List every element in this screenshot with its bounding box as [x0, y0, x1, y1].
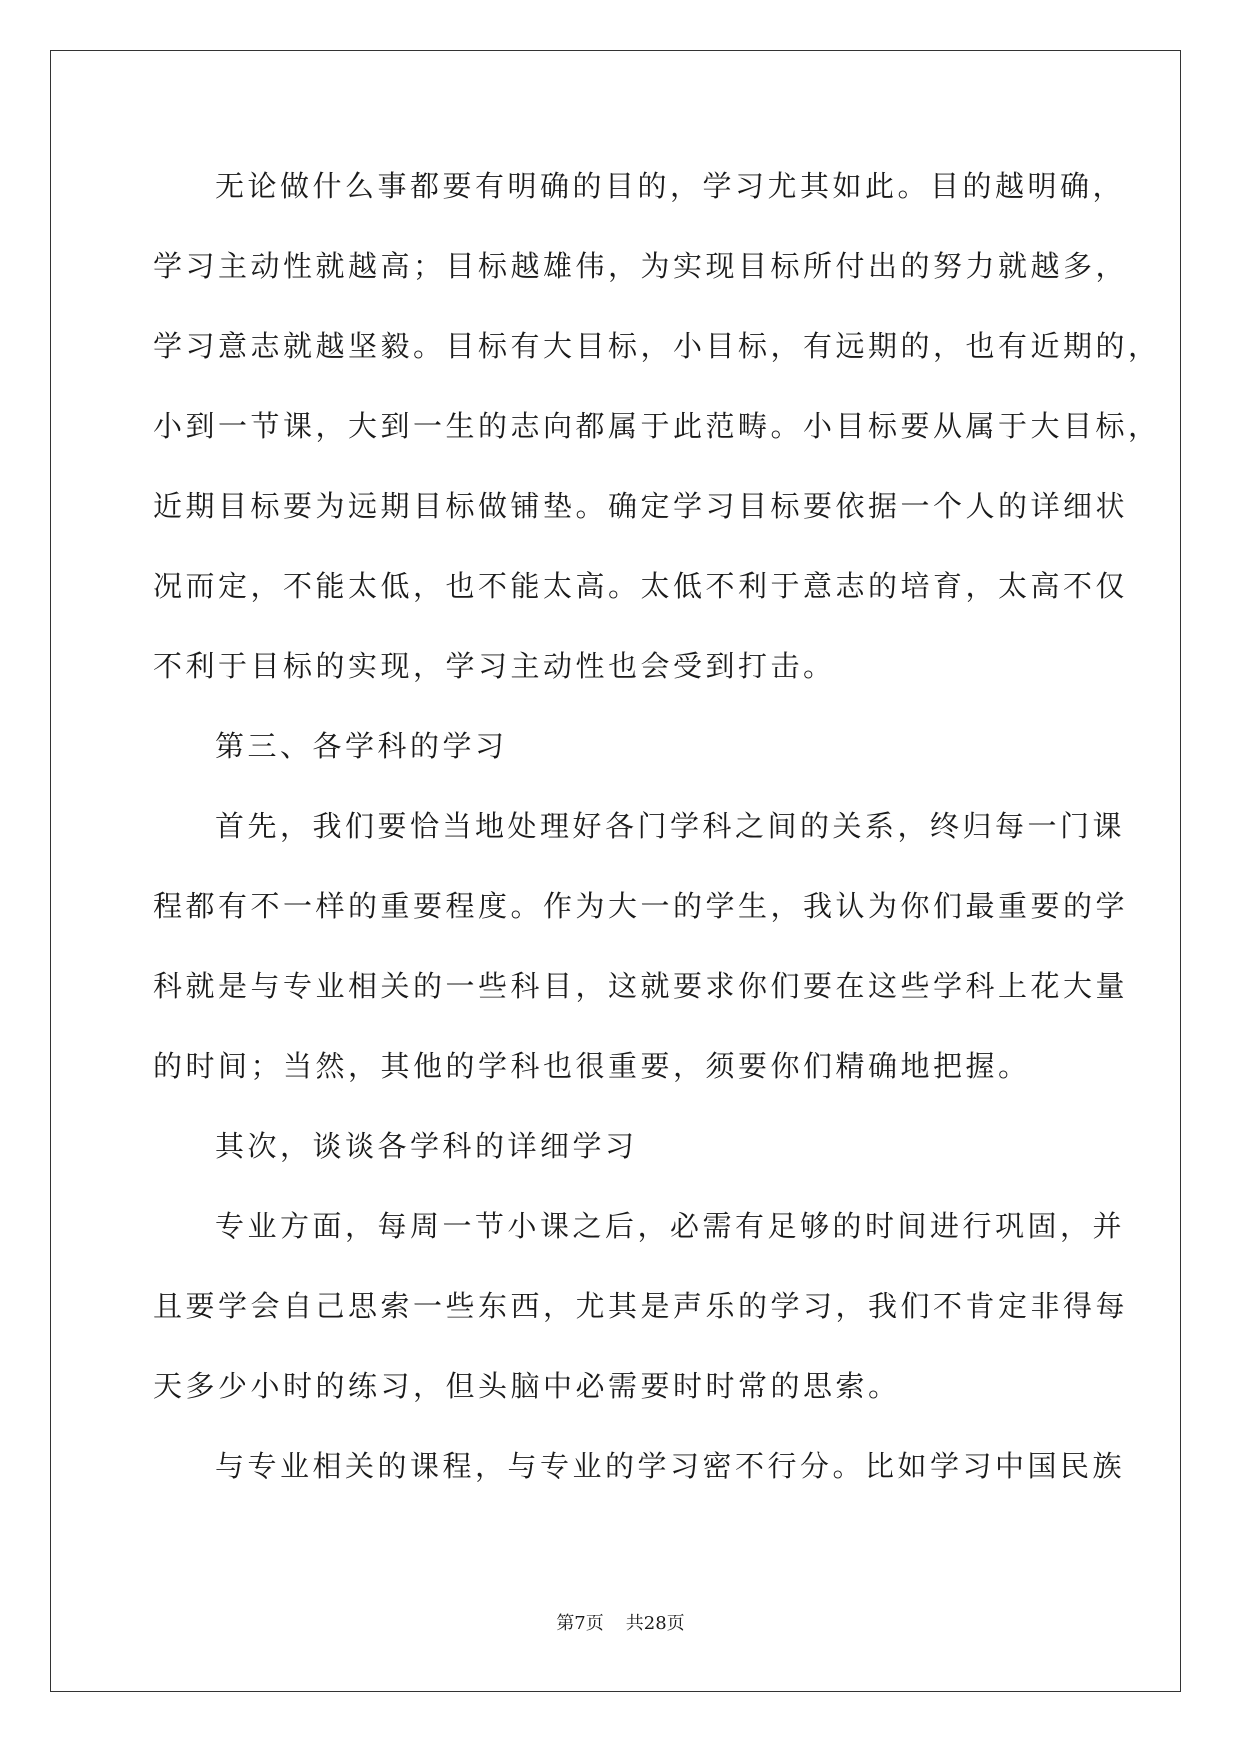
page-footer	[0, 1612, 1241, 1636]
text-line: 学习主动性就越高；目标越雄伟，为实现目标所付出的努力就越多，	[153, 249, 1129, 283]
text-line: 首先，我们要恰当地处理好各门学科之间的关系，终归每一门课	[215, 809, 1126, 843]
text-line: 专业方面，每周一节小课之后，必需有足够的时间进行巩固，并	[215, 1209, 1126, 1243]
text-line: 近期目标要为远期目标做铺垫。确定学习目标要依据一个人的详细状	[153, 489, 1129, 523]
text-line: 程都有不一样的重要程度。作为大一的学生，我认为你们最重要的学	[153, 889, 1129, 923]
text-line: 且要学会自己思索一些东西，尤其是声乐的学习，我们不肯定非得每	[153, 1289, 1129, 1323]
text-line: 与专业相关的课程，与专业的学习密不行分。比如学习中国民族	[215, 1449, 1126, 1483]
text-line: 况而定，不能太低，也不能太高。太低不利于意志的培育，太高不仅	[153, 569, 1129, 603]
text-line: 无论做什么事都要有明确的目的，学习尤其如此。目的越明确，	[215, 169, 1126, 203]
section-heading: 第三、各学科的学习	[215, 729, 508, 763]
page-number: 第7页	[556, 1613, 604, 1634]
text-line: 天多少小时的练习，但头脑中必需要时时常的思索。	[153, 1369, 901, 1403]
text-line: 的时间；当然，其他的学科也很重要，须要你们精确地把握。	[153, 1049, 1031, 1083]
text-line: 小到一节课，大到一生的志向都属于此范畴。小目标要从属于大目标，	[153, 409, 1161, 443]
text-line: 不利于目标的实现，学习主动性也会受到打击。	[153, 649, 836, 683]
section-heading: 其次，谈谈各学科的详细学习	[215, 1129, 638, 1163]
page-total: 共28页	[625, 1613, 685, 1634]
document-body	[153, 161, 1161, 1521]
text-line: 科就是与专业相关的一些科目，这就要求你们要在这些学科上花大量	[153, 969, 1129, 1003]
text-line: 学习意志就越坚毅。目标有大目标，小目标，有远期的，也有近期的，	[153, 329, 1161, 363]
